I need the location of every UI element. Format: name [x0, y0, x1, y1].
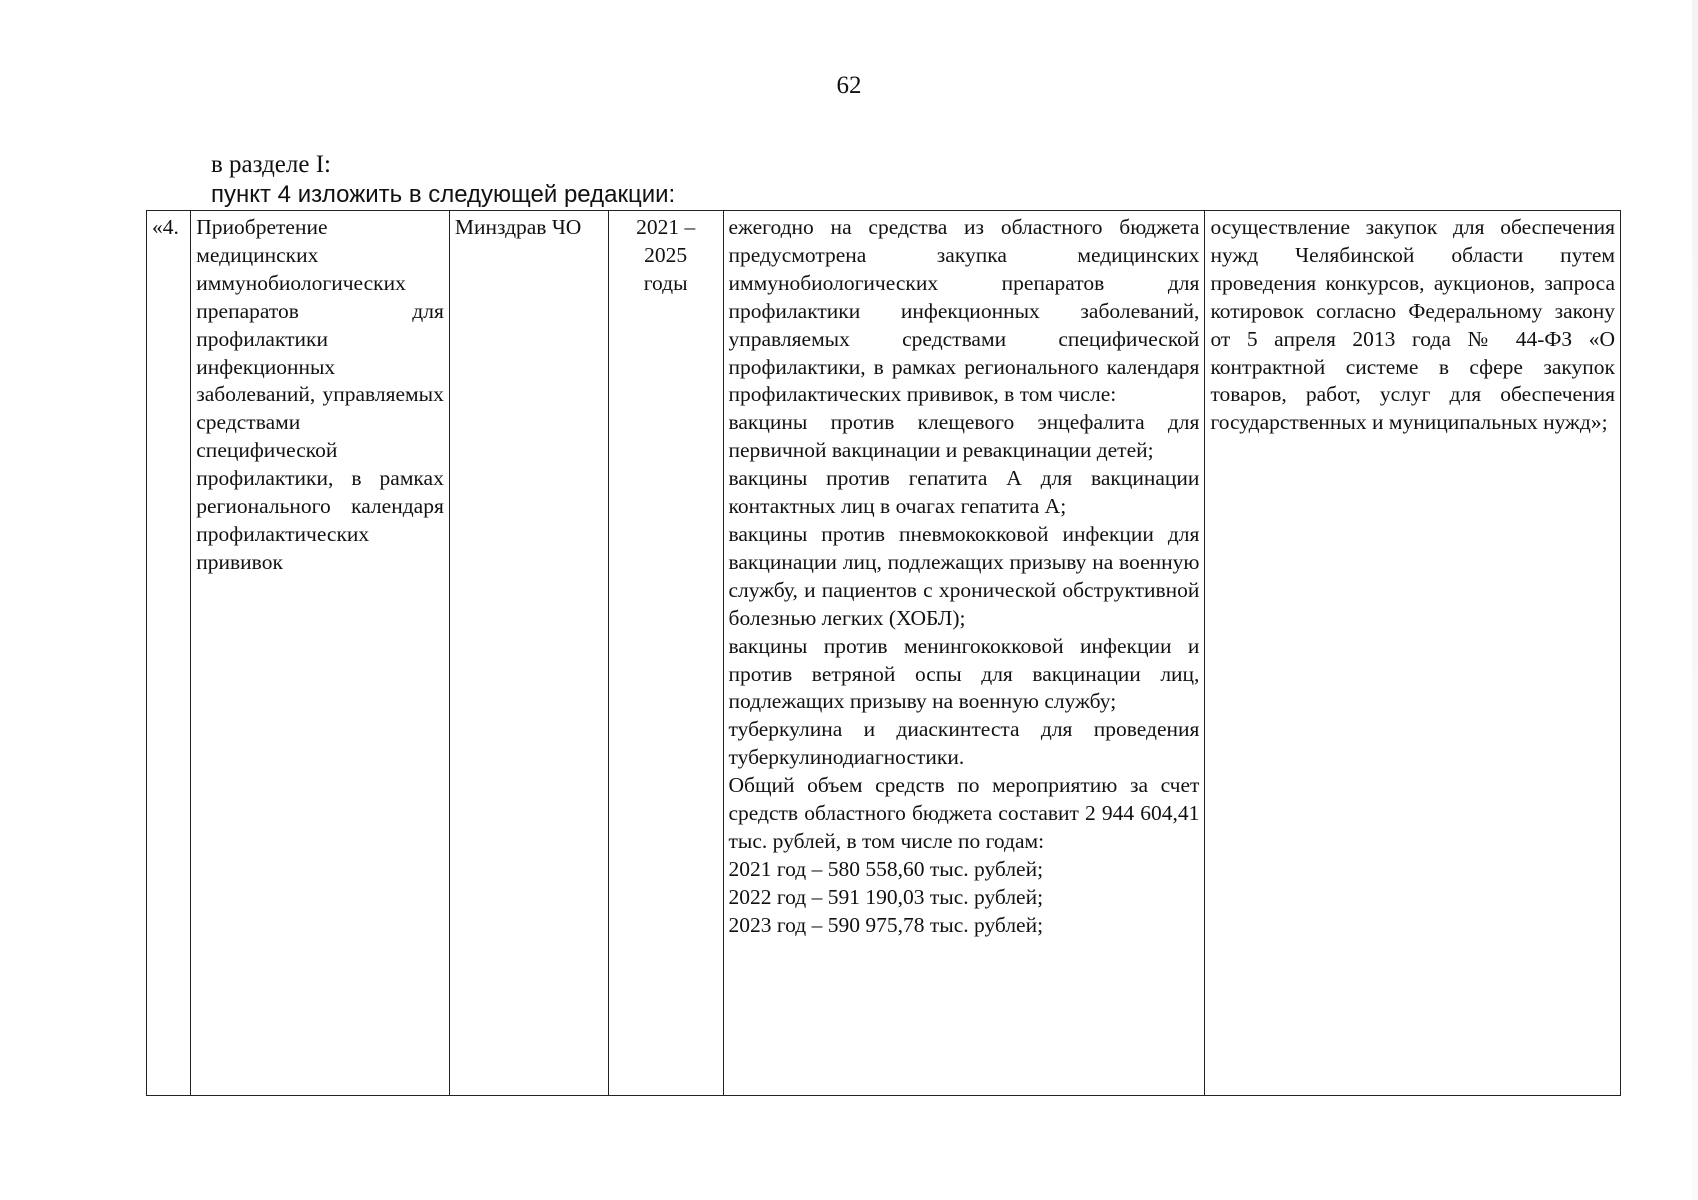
mechanism-cell [1205, 211, 1621, 1096]
intro-text [211, 150, 675, 210]
measures-table [146, 210, 1621, 1096]
item-name-cell [191, 211, 450, 1096]
executor: Минздрав ЧО [454, 215, 582, 239]
item-number: «4. [152, 215, 179, 239]
term-cell [608, 211, 723, 1096]
intro-line-section: в разделе I: [211, 151, 331, 178]
funding-year-line: 2022 год – 591 190,03 тыс. рублей; [728, 884, 1044, 909]
description-paragraph: Общий объем средств по мероприятию за счет средств областного бюджета составит 2 944 604,41 тыс. рублей, в том числе по годам: [728, 773, 1200, 853]
description-cell [723, 211, 1205, 1096]
funding-year-line: 2023 год – 590 975,78 тыс. рублей; [728, 912, 1044, 937]
page-number: 62 [836, 72, 862, 99]
page-edge-shadow [1692, 0, 1698, 1200]
description-paragraph: вакцины против гепатита А для вакцинации контактных лиц в очагах гепатита А; [728, 466, 1200, 519]
item-number-cell [147, 211, 191, 1096]
description-paragraph: вакцины против клещевого энцефалита для первичной вакцинации и ревакцинации детей; [728, 410, 1200, 463]
table-row [147, 211, 1621, 1096]
term-suffix: годы [643, 270, 688, 295]
description-paragraph: вакцины против менингококковой инфекции и против ветряной оспы для вакцинации лиц, подлежащих призыву на военную службу; [728, 633, 1200, 714]
description-paragraph: туберкулина и диаскинтеста для проведения туберкулинодиагностики. [728, 717, 1200, 770]
executor-cell [449, 211, 608, 1096]
funding-year-line: 2021 год – 580 558,60 тыс. рублей; [728, 856, 1044, 881]
item-name: Приобретение медицинских иммунобиологических препаратов для профилактики инфекционных заболеваний, управляемых средствами специфической профилактики, в рамках регионального календаря профилактических прививок [196, 215, 444, 574]
description-paragraph: вакцины против пневмококковой инфекции для вакцинации лиц, подлежащих призыву на военную службу, и пациентов с хронической обструктивной болезнью легких (ХОБЛ); [728, 521, 1200, 630]
term-years: 2021 – 2025 [636, 215, 696, 267]
description-paragraph: ежегодно на средства из областного бюджета предусмотрена закупка медицинских иммунобиологических препаратов для профилактики инфекционных заболеваний, управляемых средствами специфической профилактики, в рамках регионального календаря профилактических прививок, в том числе: [728, 215, 1200, 407]
mechanism-text: осуществление закупок для обеспечения нужд Челябинской области путем проведения конкурсов, аукционов, запроса котировок согласно Федеральному закону от 5 апреля 2013 года № 44-ФЗ «О контрактной системе в сфере закупок товаров, работ, услуг для обеспечения государственных и муниципальных нужд»; [1210, 215, 1615, 435]
intro-line-instruction: пункт 4 изложить в следующей редакции: [211, 181, 676, 208]
